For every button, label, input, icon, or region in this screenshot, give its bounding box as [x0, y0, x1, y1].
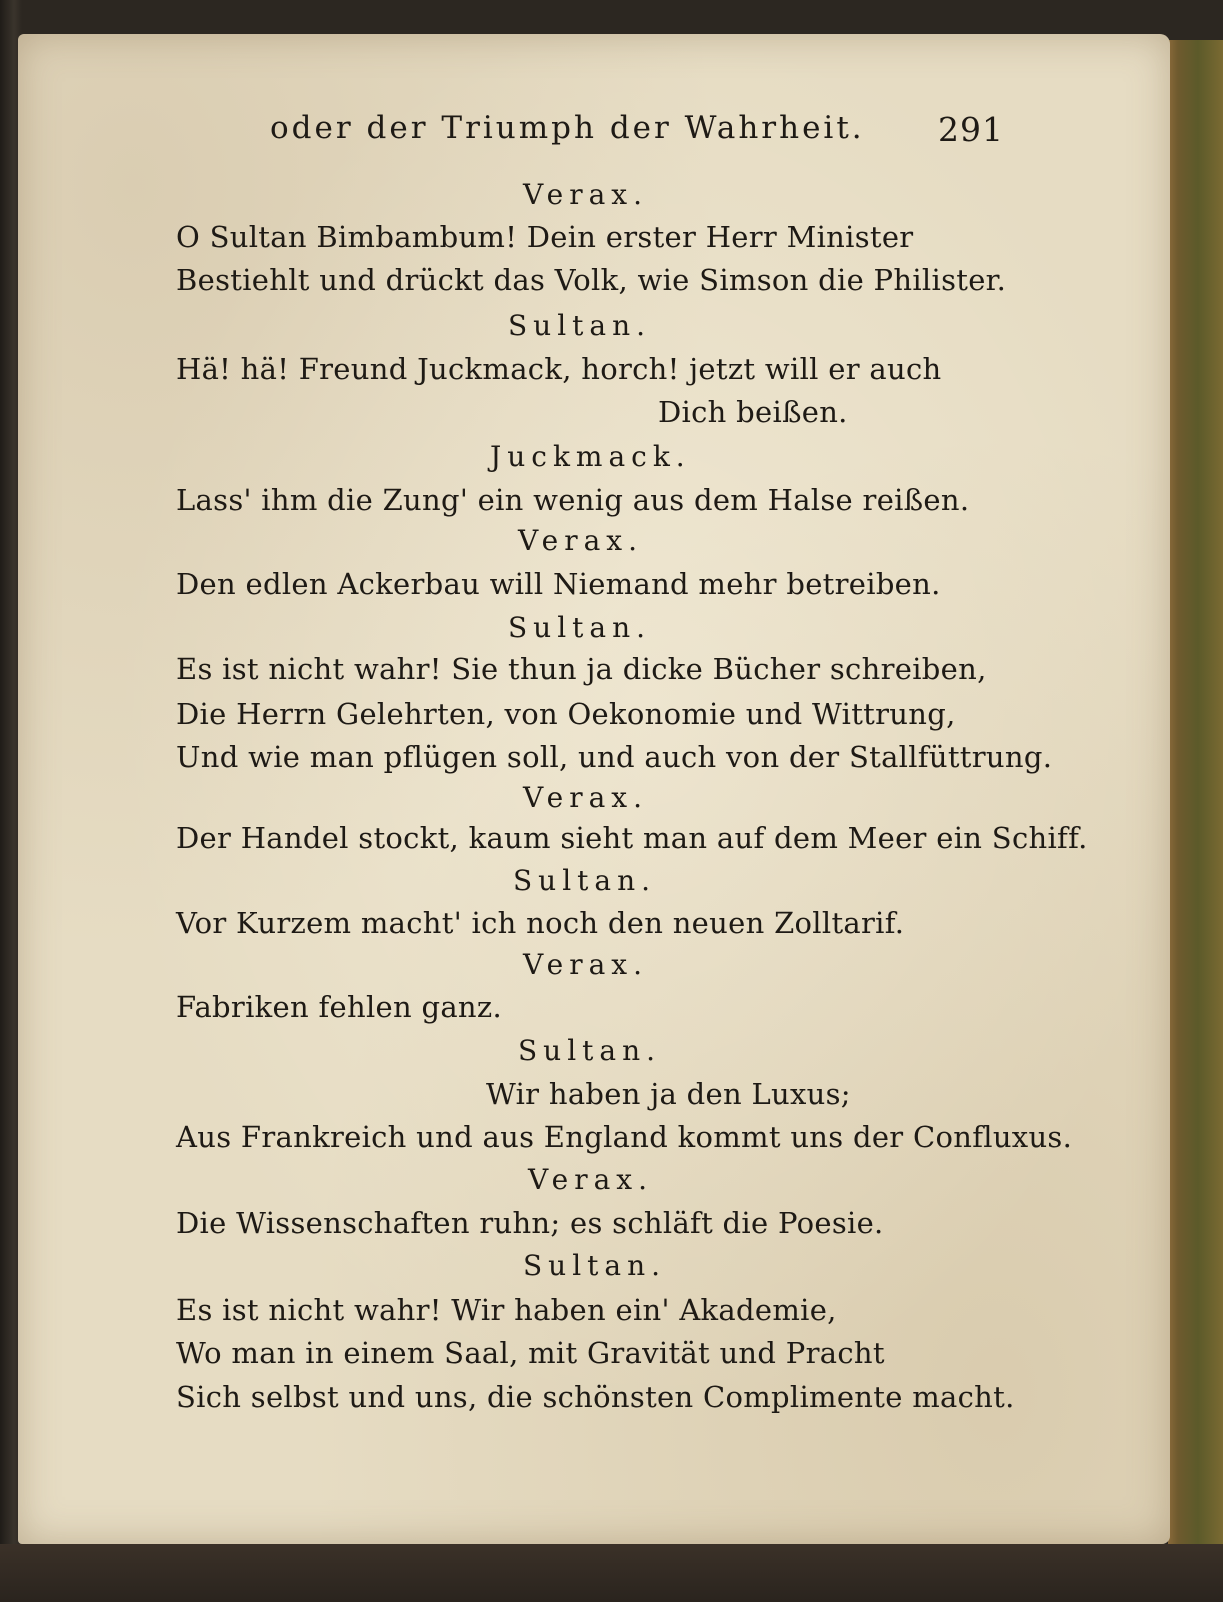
verse-line: Der Handel stockt, kaum sieht man auf dem Meer ein Schiff. — [176, 821, 1088, 855]
verse-line-continuation: Wir haben ja den Luxus; — [486, 1077, 851, 1111]
verse-line: Lass' ihm die Zung' ein wenig aus dem Halse reißen. — [176, 483, 970, 517]
speaker-name: Verax. — [523, 781, 648, 814]
speaker-name: Verax. — [523, 178, 648, 211]
verse-line: Aus Frankreich und aus England kommt uns der Confluxus. — [176, 1120, 1073, 1154]
verse-line: O Sultan Bimbambum! Dein erster Herr Minister — [176, 220, 914, 254]
verse-line: Es ist nicht wahr! Wir haben ein' Akademie, — [176, 1293, 837, 1327]
speaker-name: Sultan. — [518, 1034, 662, 1067]
page-text — [18, 34, 1170, 1544]
running-title: oder der Triumph der Wahrheit. — [270, 110, 865, 146]
book-cover-edge — [1168, 40, 1223, 1570]
speaker-name: Verax. — [518, 524, 643, 557]
book-page — [18, 34, 1170, 1544]
speaker-name: Verax. — [528, 1163, 653, 1196]
verse-line: Den edlen Ackerbau will Niemand mehr betreiben. — [176, 567, 941, 601]
verse-line: Es ist nicht wahr! Sie thun ja dicke Bücher schreiben, — [176, 652, 987, 686]
verse-line: Vor Kurzem macht' ich noch den neuen Zolltarif. — [176, 906, 905, 940]
speaker-name: Verax. — [523, 948, 648, 981]
speaker-name: Sultan. — [508, 611, 652, 644]
speaker-name: Juckmack. — [490, 440, 691, 473]
speaker-name: Sultan. — [508, 309, 652, 342]
verse-line: Sich selbst und uns, die schönsten Complimente macht. — [176, 1380, 1015, 1414]
verse-line: Bestiehlt und drückt das Volk, wie Simson die Philister. — [176, 263, 1007, 297]
book-cover-bottom — [0, 1544, 1223, 1602]
verse-line: Und wie man pflügen soll, und auch von der Stallfüttrung. — [176, 740, 1053, 774]
verse-line: Hä! hä! Freund Juckmack, horch! jetzt will er auch — [176, 352, 942, 386]
speaker-name: Sultan. — [513, 864, 657, 897]
verse-line: Wo man in einem Saal, mit Gravität und Pracht — [176, 1336, 885, 1370]
speaker-name: Sultan. — [523, 1249, 667, 1282]
verse-line: Fabriken fehlen ganz. — [176, 990, 503, 1024]
verse-line: Die Herrn Gelehrten, von Oekonomie und Wittrung, — [176, 697, 956, 731]
verse-line-continuation: Dich beißen. — [658, 395, 848, 429]
verse-line: Die Wissenschaften ruhn; es schläft die Poesie. — [176, 1206, 884, 1240]
page-number: 291 — [938, 110, 1004, 149]
